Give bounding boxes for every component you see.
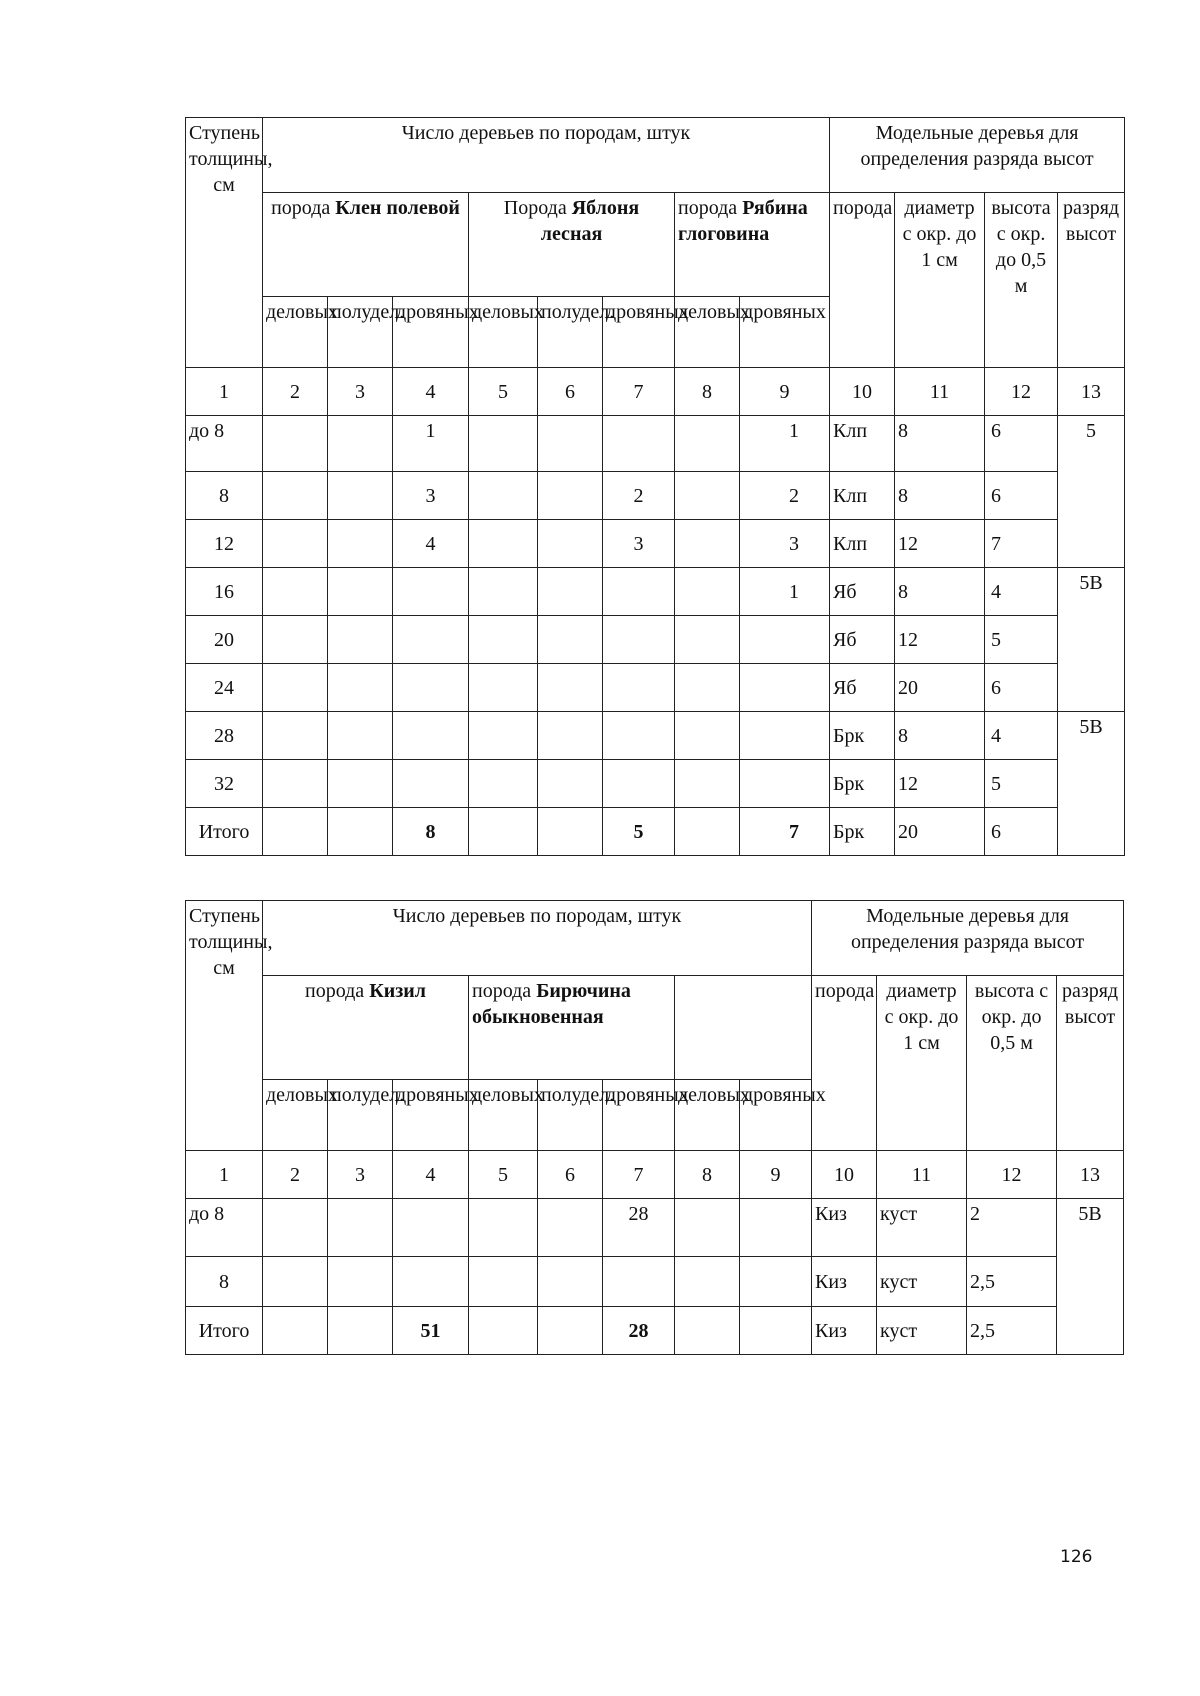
count-cell — [538, 616, 603, 664]
rank-cell: 5В — [1057, 1199, 1124, 1355]
col-header: разряд высот — [1058, 193, 1125, 368]
count-cell — [675, 1307, 740, 1355]
count-cell — [675, 472, 740, 520]
count-cell — [328, 664, 393, 712]
col-header: диаметр с окр. до 1 см — [877, 976, 967, 1151]
col-header: разряд высот — [1057, 976, 1124, 1151]
count-cell — [469, 520, 538, 568]
count-cell — [328, 568, 393, 616]
column-number: 5 — [469, 1151, 538, 1199]
rank-cell: 5В — [1058, 568, 1125, 712]
count-cell — [263, 568, 328, 616]
count-cell: 3 — [603, 520, 675, 568]
count-cell — [469, 1257, 538, 1307]
count-cell — [675, 416, 740, 472]
count-cell — [393, 616, 469, 664]
subcol-header: деловых — [675, 1080, 740, 1151]
height-cell: 6 — [985, 664, 1058, 712]
count-cell — [740, 1257, 812, 1307]
column-number: 10 — [830, 368, 895, 416]
column-number: 5 — [469, 368, 538, 416]
height-cell: 6 — [985, 416, 1058, 472]
count-cell — [469, 808, 538, 856]
count-cell — [740, 712, 830, 760]
count-cell — [393, 760, 469, 808]
stage-cell: 8 — [186, 472, 263, 520]
column-number: 3 — [328, 368, 393, 416]
table-row — [186, 1199, 1124, 1257]
column-number-row — [186, 1151, 1124, 1199]
count-cell: 2 — [603, 472, 675, 520]
taxation-table-1 — [185, 117, 1125, 856]
count-cell — [675, 568, 740, 616]
stage-cell: 28 — [186, 712, 263, 760]
subcol-header: дровяных — [603, 1080, 675, 1151]
column-number: 2 — [263, 368, 328, 416]
count-cell — [393, 568, 469, 616]
count-cell — [538, 568, 603, 616]
subcol-header: дровяных — [603, 297, 675, 368]
count-cell — [603, 1257, 675, 1307]
count-cell — [328, 1199, 393, 1257]
column-number: 6 — [538, 368, 603, 416]
diameter-cell: куст — [877, 1199, 967, 1257]
diameter-cell: 20 — [895, 808, 985, 856]
column-number: 12 — [985, 368, 1058, 416]
species-header: порода Клен полевой — [263, 193, 469, 297]
diameter-cell: куст — [877, 1257, 967, 1307]
count-cell: 3 — [740, 520, 830, 568]
page-number: 126 — [1060, 1547, 1093, 1567]
count-cell — [538, 664, 603, 712]
col-header: высота с окр. до 0,5 м — [985, 193, 1058, 368]
subcol-header: деловых — [469, 297, 538, 368]
subcol-header: дровяных — [393, 297, 469, 368]
total-cell: 7 — [740, 808, 830, 856]
model-header: Модельные деревья для определения разряда высот — [830, 118, 1125, 193]
species-header-empty — [675, 976, 812, 1080]
species-cell: Клп — [830, 472, 895, 520]
species-header: порода Рябина глоговина — [675, 193, 830, 297]
table-row — [186, 616, 1125, 664]
count-cell — [675, 520, 740, 568]
count-cell — [263, 760, 328, 808]
subcol-header: деловых — [469, 1080, 538, 1151]
col-header: высота с окр. до 0,5 м — [967, 976, 1057, 1151]
count-cell — [393, 1257, 469, 1307]
species-cell: Киз — [812, 1257, 877, 1307]
col-header: порода — [812, 976, 877, 1151]
count-cell — [740, 616, 830, 664]
column-number: 1 — [186, 368, 263, 416]
count-cell — [675, 664, 740, 712]
subcol-header: деловых — [263, 1080, 328, 1151]
column-number: 8 — [675, 1151, 740, 1199]
count-header: Число деревьев по породам, штук — [263, 118, 830, 193]
stage-cell: Итого — [186, 808, 263, 856]
count-cell — [603, 568, 675, 616]
diameter-cell: 12 — [895, 520, 985, 568]
table-row — [186, 416, 1125, 472]
count-cell — [263, 712, 328, 760]
count-cell — [538, 472, 603, 520]
subcol-header: деловых — [263, 297, 328, 368]
model-header: Модельные деревья для определения разряда высот — [812, 901, 1124, 976]
count-cell — [263, 1199, 328, 1257]
count-cell — [328, 808, 393, 856]
diameter-cell: 8 — [895, 712, 985, 760]
stage-cell: 20 — [186, 616, 263, 664]
subcol-header: полудел. — [538, 1080, 603, 1151]
count-cell — [538, 1307, 603, 1355]
height-cell: 5 — [985, 760, 1058, 808]
column-number: 9 — [740, 1151, 812, 1199]
count-cell — [393, 712, 469, 760]
subcol-header: деловых — [675, 297, 740, 368]
stage-cell: 8 — [186, 1257, 263, 1307]
species-cell: Яб — [830, 664, 895, 712]
table-row — [186, 472, 1125, 520]
count-cell — [603, 760, 675, 808]
column-number: 11 — [895, 368, 985, 416]
count-cell — [328, 760, 393, 808]
column-number: 9 — [740, 368, 830, 416]
count-header: Число деревьев по породам, штук — [263, 901, 812, 976]
count-cell — [263, 1257, 328, 1307]
count-cell — [538, 1199, 603, 1257]
species-header: порода Кизил — [263, 976, 469, 1080]
count-cell — [469, 1307, 538, 1355]
column-number: 7 — [603, 1151, 675, 1199]
subcol-header: дровяных — [740, 1080, 812, 1151]
count-cell — [263, 808, 328, 856]
count-cell — [603, 616, 675, 664]
count-cell — [469, 416, 538, 472]
count-cell — [263, 1307, 328, 1355]
col-header: порода — [830, 193, 895, 368]
table-row — [186, 1257, 1124, 1307]
column-number: 13 — [1057, 1151, 1124, 1199]
count-cell: 2 — [740, 472, 830, 520]
species-cell: Брк — [830, 760, 895, 808]
count-cell — [469, 568, 538, 616]
table-row — [186, 712, 1125, 760]
count-cell — [328, 1307, 393, 1355]
count-cell — [393, 664, 469, 712]
count-cell — [675, 1199, 740, 1257]
diameter-cell: 8 — [895, 416, 985, 472]
count-cell — [328, 416, 393, 472]
count-cell — [675, 1257, 740, 1307]
height-cell: 7 — [985, 520, 1058, 568]
table-row — [186, 760, 1125, 808]
subcol-header: полудел. — [538, 297, 603, 368]
count-cell — [603, 416, 675, 472]
count-cell — [469, 472, 538, 520]
count-cell — [328, 520, 393, 568]
count-cell — [393, 1199, 469, 1257]
diameter-cell: 8 — [895, 472, 985, 520]
species-header: Порода Яблоня лесная — [469, 193, 675, 297]
count-cell: 1 — [393, 416, 469, 472]
count-cell — [538, 760, 603, 808]
col-header: диаметр с окр. до 1 см — [895, 193, 985, 368]
height-cell: 2 — [967, 1199, 1057, 1257]
count-cell: 1 — [740, 416, 830, 472]
stage-cell: до 8 — [186, 416, 263, 472]
count-cell — [740, 1199, 812, 1257]
table-row — [186, 664, 1125, 712]
column-number-row — [186, 368, 1125, 416]
column-number: 2 — [263, 1151, 328, 1199]
rank-cell: 5В — [1058, 712, 1125, 856]
stage-cell: 16 — [186, 568, 263, 616]
species-cell: Киз — [812, 1199, 877, 1257]
diameter-cell: куст — [877, 1307, 967, 1355]
total-cell: 51 — [393, 1307, 469, 1355]
subcol-header: полудел. — [328, 1080, 393, 1151]
count-cell — [603, 712, 675, 760]
column-number: 1 — [186, 1151, 263, 1199]
count-cell — [263, 664, 328, 712]
species-cell: Яб — [830, 616, 895, 664]
count-cell: 4 — [393, 520, 469, 568]
count-cell — [675, 808, 740, 856]
count-cell — [675, 712, 740, 760]
total-cell: 8 — [393, 808, 469, 856]
stage-header: Ступень толщины, см — [186, 901, 263, 1151]
count-cell — [263, 416, 328, 472]
count-cell — [538, 712, 603, 760]
species-cell: Клп — [830, 520, 895, 568]
count-cell — [538, 1257, 603, 1307]
species-cell: Брк — [830, 712, 895, 760]
height-cell: 5 — [985, 616, 1058, 664]
count-cell — [740, 760, 830, 808]
count-cell — [263, 616, 328, 664]
stage-cell: до 8 — [186, 1199, 263, 1257]
column-number: 7 — [603, 368, 675, 416]
table-row — [186, 568, 1125, 616]
count-cell — [469, 760, 538, 808]
count-cell — [328, 472, 393, 520]
stage-cell: Итого — [186, 1307, 263, 1355]
count-cell: 1 — [740, 568, 830, 616]
table-row — [186, 520, 1125, 568]
subcol-header: дровяных — [393, 1080, 469, 1151]
count-cell — [538, 808, 603, 856]
species-cell: Брк — [830, 808, 895, 856]
subcol-header: дровяных — [740, 297, 830, 368]
total-cell: 28 — [603, 1307, 675, 1355]
count-cell — [263, 520, 328, 568]
species-header: порода Бирючина обыкновенная — [469, 976, 675, 1080]
column-number: 13 — [1058, 368, 1125, 416]
height-cell: 6 — [985, 472, 1058, 520]
diameter-cell: 20 — [895, 664, 985, 712]
column-number: 8 — [675, 368, 740, 416]
count-cell: 3 — [393, 472, 469, 520]
stage-cell: 12 — [186, 520, 263, 568]
column-number: 3 — [328, 1151, 393, 1199]
column-number: 4 — [393, 368, 469, 416]
height-cell: 4 — [985, 568, 1058, 616]
species-cell: Клп — [830, 416, 895, 472]
diameter-cell: 8 — [895, 568, 985, 616]
count-cell — [469, 616, 538, 664]
subcol-header: полудел. — [328, 297, 393, 368]
count-cell — [538, 520, 603, 568]
count-cell — [469, 712, 538, 760]
rank-cell: 5 — [1058, 416, 1125, 568]
count-cell — [469, 664, 538, 712]
count-cell — [603, 664, 675, 712]
height-cell: 4 — [985, 712, 1058, 760]
count-cell — [263, 472, 328, 520]
count-cell — [740, 1307, 812, 1355]
column-number: 10 — [812, 1151, 877, 1199]
count-cell: 28 — [603, 1199, 675, 1257]
height-cell: 6 — [985, 808, 1058, 856]
taxation-table-2 — [185, 900, 1124, 1355]
diameter-cell: 12 — [895, 616, 985, 664]
count-cell — [538, 416, 603, 472]
count-cell — [328, 1257, 393, 1307]
total-row — [186, 808, 1125, 856]
count-cell — [675, 760, 740, 808]
stage-cell: 32 — [186, 760, 263, 808]
species-cell: Киз — [812, 1307, 877, 1355]
species-cell: Яб — [830, 568, 895, 616]
count-cell — [740, 664, 830, 712]
column-number: 12 — [967, 1151, 1057, 1199]
count-cell — [328, 712, 393, 760]
count-cell — [469, 1199, 538, 1257]
height-cell: 2,5 — [967, 1307, 1057, 1355]
height-cell: 2,5 — [967, 1257, 1057, 1307]
stage-cell: 24 — [186, 664, 263, 712]
column-number: 11 — [877, 1151, 967, 1199]
stage-header: Ступень толщины, см — [186, 118, 263, 368]
count-cell — [675, 616, 740, 664]
count-cell — [328, 616, 393, 664]
column-number: 4 — [393, 1151, 469, 1199]
column-number: 6 — [538, 1151, 603, 1199]
diameter-cell: 12 — [895, 760, 985, 808]
total-row — [186, 1307, 1124, 1355]
total-cell: 5 — [603, 808, 675, 856]
